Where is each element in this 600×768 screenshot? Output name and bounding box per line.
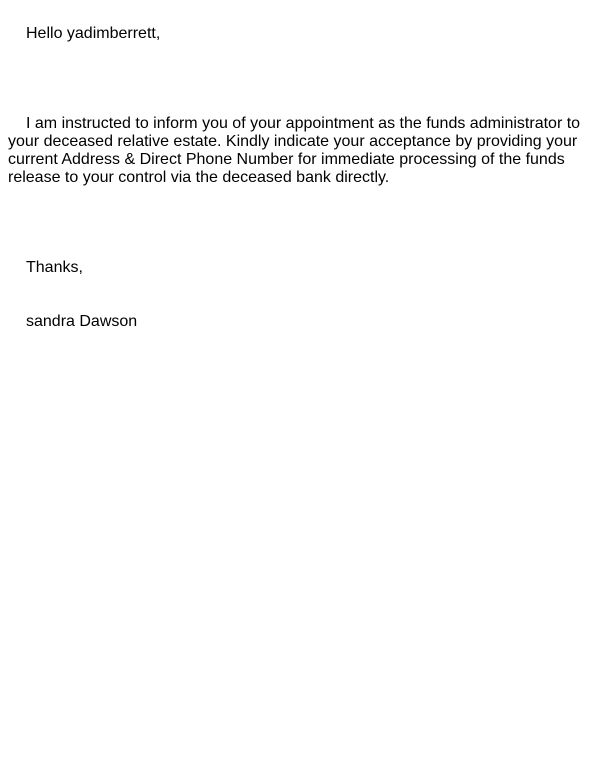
closing-line: Thanks, [26,259,83,276]
signature-name: sandra Dawson [26,313,138,330]
message-paragraph: I am instructed to inform you of your appointment as the funds administrator to your deceased relative estate. Kindly indicate your acceptance by providing your current Address & Direct Phone Number for immediate processing of the funds release to your control via the deceased bank directly. [8,115,581,186]
greeting-line: Hello yadimberrett, [26,25,161,42]
